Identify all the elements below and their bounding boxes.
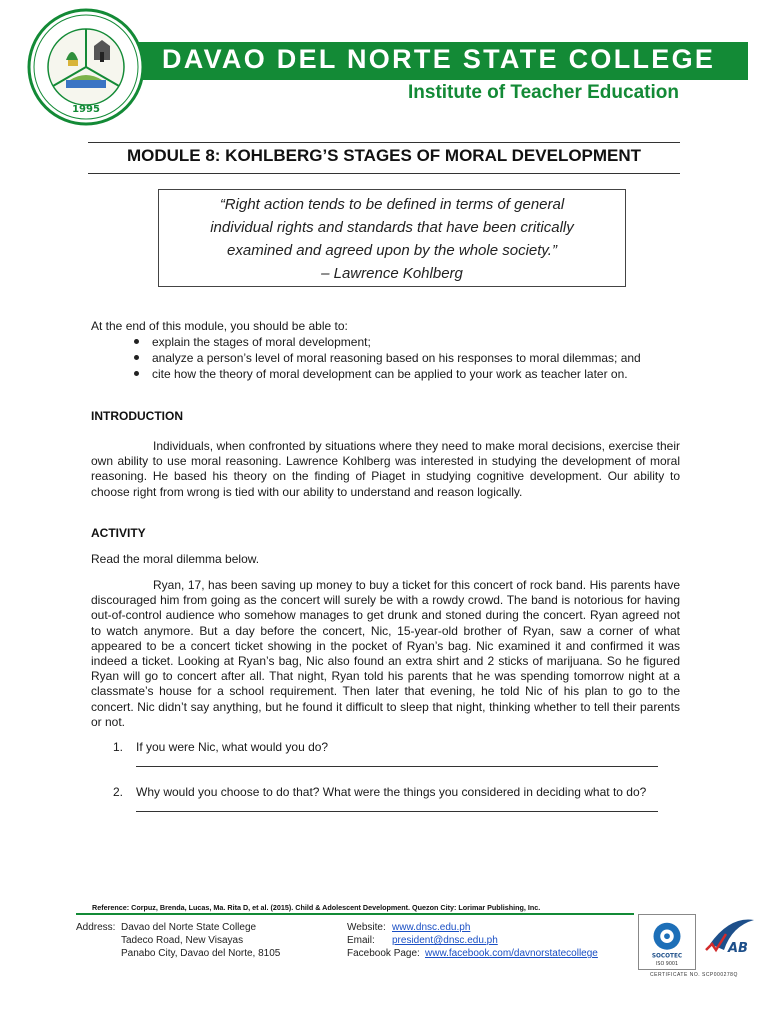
- bullet-icon: [134, 371, 139, 376]
- introduction-paragraph: Individuals, when confronted by situations where they need to make moral decisions, exercise their own ability to use moral reasoning. Lawrence Kohlberg was interested in studying the development of moral reasoning. He based his theory on the finding of Piaget in studying cognitive development. Our ability to choose right from wrong is tied with our ability to understand and reason logically.: [91, 439, 680, 499]
- svg-text:AB: AB: [728, 941, 748, 956]
- objective-item: cite how the theory of moral development can be applied to your work as teacher later on.: [134, 367, 628, 381]
- quote-line-2: individual rights and standards that have been critically: [210, 219, 574, 236]
- answer-line-2: [136, 811, 658, 812]
- dilemma-story: Ryan, 17, has been saving up money to buy a ticket for this concert of rock band. His parents have discouraged him from going as the concert will surely be with a rowdy crowd. The band is notorious for having out-of-control audience who somehow manages to get drunk and stoned during the concert. Ryan agreed not to watch anymore. But a day before the concert, Nic, 15-year-old brother of Ryan, saw a corner of what appeared to be a concert ticket showing in the pocket of Ryan’s bag. Nic examined it and confirmed it was indeed a ticket. Looking at Ryan’s bag, Nic also found an extra shirt and 2 sticks of marijuana. So he figured Ryan will go to concert after all. That night, Ryan told his parents that he was spending tomorrow night at a classmate’s house for a school requirement. Then later that evening, he told Nic of his plan to go to the concert. Nic didn’t say anything, but he found it difficult to sleep that night, thinking whether to tell their parents or not.: [91, 578, 680, 729]
- reference-citation: Reference: Corpuz, Brenda, Lucas, Ma. Rita D, et al. (2015). Child & Adolescent Development. Quezon City: Lorimar Publishing, Inc.: [92, 903, 541, 912]
- module-title: MODULE 8: KOHLBERG’S STAGES OF MORAL DEVELOPMENT: [126, 146, 642, 165]
- certificate-number: CERTIFICATE NO. SCP000278Q: [650, 972, 738, 978]
- email-link[interactable]: president@dnsc.edu.ph: [392, 935, 498, 946]
- quote-line-1: “Right action tends to be defined in terms of general: [219, 196, 565, 213]
- quote-box: [158, 189, 626, 287]
- quote-line-3: examined and agreed upon by the whole society.”: [227, 242, 557, 259]
- objective-item: explain the stages of moral development;: [134, 335, 371, 349]
- title-rule-bottom: [88, 173, 680, 174]
- introduction-heading: INTRODUCTION: [91, 409, 183, 423]
- college-seal-logo: [22, 8, 150, 126]
- answer-line-1: [136, 766, 658, 767]
- college-name: DAVAO DEL NORTE STATE COLLEGE: [162, 44, 716, 74]
- activity-heading: ACTIVITY: [91, 526, 146, 540]
- footer-rule: [76, 913, 634, 915]
- bullet-icon: [134, 339, 139, 344]
- website-label: Website:: [347, 922, 386, 933]
- website-link[interactable]: www.dnsc.edu.ph: [392, 922, 471, 933]
- question-2-number: 2.: [113, 785, 124, 799]
- question-1-number: 1.: [113, 740, 124, 754]
- email-label: Email:: [347, 935, 375, 946]
- seal-year: 1995: [72, 104, 100, 115]
- institute-name: Institute of Teacher Education: [408, 82, 679, 103]
- question-1-text: If you were Nic, what would you do?: [136, 740, 329, 754]
- socotec-iso-certification-logo: [638, 914, 696, 970]
- objectives-intro: At the end of this module, you should be able to:: [91, 319, 348, 333]
- ukas-ab-accreditation-logo: [700, 914, 758, 970]
- address-label: Address:: [76, 922, 116, 933]
- activity-lead: Read the moral dilemma below.: [91, 552, 260, 566]
- address-line-2: Tadeco Road, New Visayas: [121, 935, 244, 946]
- facebook-label: Facebook Page:: [347, 948, 420, 959]
- quote-author: – Lawrence Kohlberg: [321, 265, 463, 282]
- address-line-3: Panabo City, Davao del Norte, 8105: [121, 948, 281, 959]
- question-2-text: Why would you choose to do that? What were the things you considered in deciding what to do?: [136, 785, 647, 799]
- bullet-icon: [134, 355, 139, 360]
- objective-item: analyze a person’s level of moral reasoning based on his responses to moral dilemmas; and: [134, 351, 641, 365]
- svg-text:ISO 9001: ISO 9001: [655, 962, 679, 968]
- address-line-1: Davao del Norte State College: [121, 922, 257, 933]
- title-rule-top: [88, 142, 680, 143]
- svg-text:SOCOTEC: SOCOTEC: [651, 953, 683, 960]
- facebook-link[interactable]: www.facebook.com/davnorstatecollege: [425, 948, 598, 959]
